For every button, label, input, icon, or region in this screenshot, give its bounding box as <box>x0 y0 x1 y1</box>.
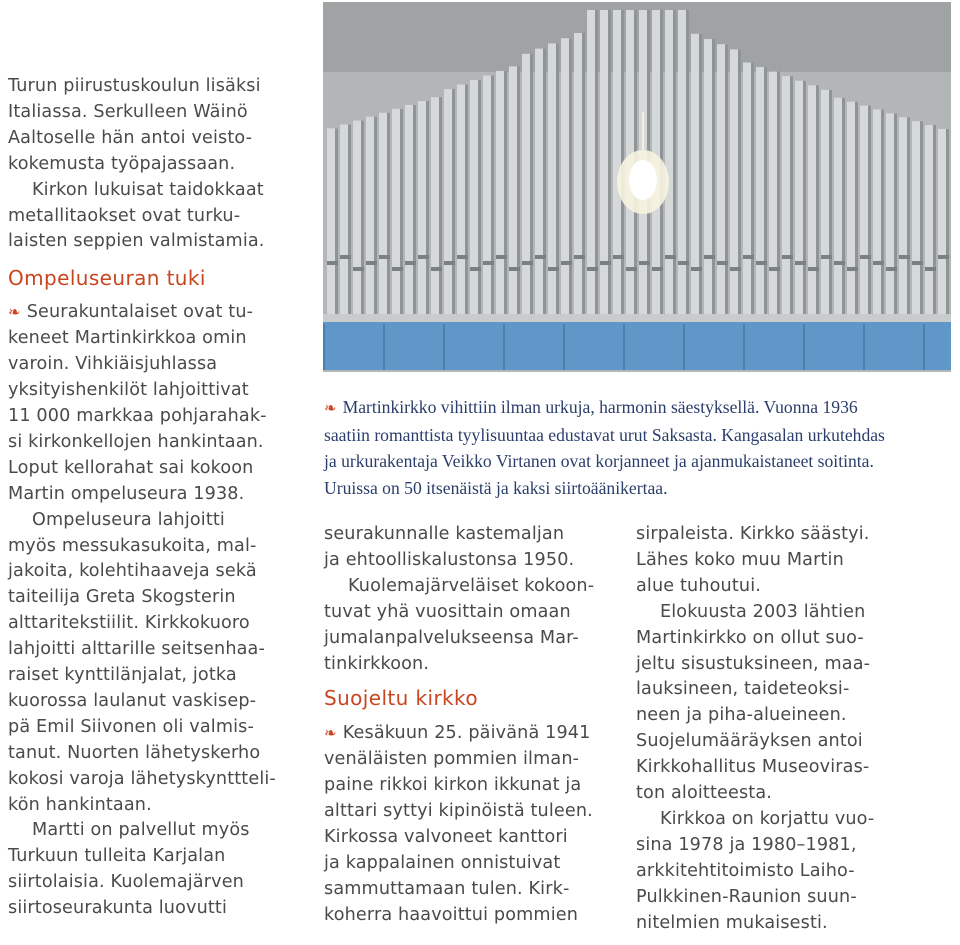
text-line: Martin ompeluseura 1938. <box>8 483 245 504</box>
organ-pipe-shade <box>556 43 559 314</box>
paragraph-2 <box>8 534 308 819</box>
organ-pipe-mouth <box>886 267 897 271</box>
caption-text: Martinkirkko vihittiin ilman urkuja, harmonin säestyksellä. Vuonna 1936 <box>342 397 858 417</box>
text-line: lauksineen, taideteoksi- <box>636 679 850 700</box>
organ-pipe-shade <box>361 121 364 314</box>
organ-pipe-shade <box>465 85 468 314</box>
text-line: tanut. Nuorten lähetyskerho <box>8 742 261 763</box>
intro-text-2 <box>8 204 308 256</box>
organ-pipe-shade <box>426 101 429 314</box>
column-1 <box>8 74 308 922</box>
organ-pipe-mouth <box>522 261 533 265</box>
text-line: ton aloitteesta. <box>636 783 773 804</box>
photo-caption <box>324 394 944 501</box>
col3-c-first: Kirkkoa on korjattu vuo- <box>660 808 875 829</box>
text-line: paine rikkoi kirkon ikkunat ja <box>324 775 582 796</box>
text-line: tinkirkkoon. <box>324 653 430 674</box>
organ-pipe-shade <box>335 128 338 314</box>
text-line: raiset kynttilänjalat, jotka <box>8 665 237 686</box>
organ-pipe-mouth <box>626 267 637 271</box>
text-line: kuorossa laulanut vaskisep- <box>8 690 257 711</box>
organ-pipe-shade <box>933 125 936 314</box>
column-2 <box>324 522 624 929</box>
organ-pipe-mouth <box>873 261 884 265</box>
organ-photo <box>323 2 951 372</box>
organ-pipe-shade <box>374 117 377 314</box>
column-3 <box>636 522 956 937</box>
text-line: sirpaleista. Kirkko säästyi. <box>636 524 870 544</box>
text-line: Suojelumääräyksen antoi <box>636 731 863 752</box>
organ-pipe-mouth <box>353 267 364 271</box>
text-line: saatiin romanttista tyylisuuntaa edustavat urut Saksasta. Kangasalan urkutehdas <box>324 424 885 445</box>
organ-pipe-mouth <box>730 267 741 271</box>
text-line: Pulkkinen-Raunion suun- <box>636 886 857 907</box>
para-2-first: Ompeluseura lahjoitti <box>32 509 225 530</box>
gallery-panel-divider <box>803 324 805 370</box>
organ-pipe-shade <box>751 63 754 314</box>
organ-pipe-shade <box>439 97 442 314</box>
text-line: sina 1978 ja 1980–1981, <box>636 834 857 855</box>
gallery-panel-divider <box>743 324 745 370</box>
intro-text <box>8 74 308 178</box>
organ-pipe-shade <box>673 10 676 314</box>
text-line: laisten seppien valmistamia. <box>8 231 265 252</box>
text-line: koherra haavoittui pommien <box>324 904 579 925</box>
organ-pipe-mouth <box>899 255 910 259</box>
caption-rest <box>324 422 944 502</box>
organ-pipe-shade <box>712 39 715 314</box>
organ-pipe-shade <box>504 71 507 314</box>
organ-pipe-mouth <box>925 267 936 271</box>
bullet-line <box>8 300 308 326</box>
paragraph-1 <box>8 326 308 507</box>
gallery-panel-divider <box>623 324 625 370</box>
text-line: Aaltoselle hän antoi veisto- <box>8 127 253 148</box>
text-line: keneet Martinkirkkoa omin <box>8 328 247 349</box>
organ-pipe-mouth <box>665 255 676 259</box>
text-line: sammuttamaan tulen. Kirk- <box>324 878 570 899</box>
organ-pipe-mouth <box>405 261 416 265</box>
organ-pipe-shade <box>608 10 611 314</box>
organ-pipe-shade <box>881 109 884 314</box>
organ-pipe-shade <box>803 81 806 314</box>
text-line: si kirkonkellojen hankintaan. <box>8 431 264 452</box>
fleuron-icon: ❧ <box>8 303 21 322</box>
organ-pipe-mouth <box>912 261 923 265</box>
text-line: jumalanpalvelukseensa Mar- <box>324 627 579 648</box>
organ-pipe-mouth <box>379 255 390 259</box>
organ-pipe-mouth <box>847 267 858 271</box>
organ-pipe-mouth <box>613 255 624 259</box>
text-line: lahjoitti alttarille seitsenhaa- <box>8 639 265 660</box>
organ-pipe-mouth <box>743 255 754 259</box>
gallery-panel-divider <box>563 324 565 370</box>
text-line: metallitaokset ovat turku- <box>8 205 241 226</box>
organ-pipe-mouth <box>834 261 845 265</box>
text-line: varoin. Vihkiäisjuhlassa <box>8 354 218 375</box>
organ-pipe-shade <box>738 49 741 314</box>
organ-pipe-shade <box>413 105 416 314</box>
intro-indent-line: Kirkon lukuisat taidokkaat <box>32 179 264 200</box>
text-line: Loput kellorahat sai kokoon <box>8 457 254 478</box>
organ-pipe-shade <box>764 67 767 314</box>
organ-pipe-mouth <box>535 255 546 259</box>
text-line: myös messukasukoita, mal- <box>8 535 257 556</box>
organ-pipe-shade <box>569 38 572 314</box>
gallery-rail <box>323 322 951 370</box>
organ-pipe-mouth <box>561 261 572 265</box>
text-line: siirtoseurakunta luovutti <box>8 898 228 919</box>
col2-rest <box>324 600 624 678</box>
text-line: seurakunnalle kastemaljan <box>324 524 565 544</box>
organ-pipe-shade <box>855 102 858 314</box>
organ-pipe-mouth <box>457 255 468 259</box>
text-line: ja urkurakentaja Veikko Virtanen ovat korjanneet ja ajanmukaistaneet soitinta. <box>324 451 874 471</box>
organ-pipe-shade <box>777 72 780 314</box>
organ-pipe-shade <box>946 129 949 314</box>
organ-pipe-mouth <box>691 267 702 271</box>
text-line: siirtolaisia. Kuolemajärven <box>8 872 244 893</box>
organ-pipe-shade <box>387 113 390 314</box>
organ-pipe-shade <box>907 117 910 314</box>
organ-pipe-mouth <box>392 267 403 271</box>
organ-pipe-mouth <box>431 267 442 271</box>
fleuron-icon: ❧ <box>324 724 337 743</box>
organ-pipe-mouth <box>769 267 780 271</box>
col2-paragraph <box>324 747 624 928</box>
organ-pipe-mouth <box>444 261 455 265</box>
organ-pipe-mouth <box>548 267 559 271</box>
bullet-line <box>324 721 624 747</box>
organ-pipe-mouth <box>795 261 806 265</box>
gallery-panel-divider <box>383 324 385 370</box>
text-line: Lähes koko muu Martin <box>636 549 844 570</box>
heading-suojeltu-kirkko: Suojeltu kirkko <box>324 686 478 711</box>
organ-pipe-mouth <box>600 261 611 265</box>
organ-pipe-shade <box>894 113 897 314</box>
col2-top <box>324 522 624 574</box>
organ-pipe-mouth <box>821 255 832 259</box>
col3-c <box>636 833 956 937</box>
organ-pipe-shade <box>491 75 494 314</box>
text-line: alttari syttyi kipinöistä tuleen. <box>324 801 593 822</box>
organ-pipe-shade <box>725 44 728 314</box>
organ-pipe-shade <box>348 124 351 314</box>
text-line: jakoita, kolehtihaaveja sekä <box>8 561 257 582</box>
organ-pipe-mouth <box>717 261 728 265</box>
organ-pipe-shade <box>543 49 546 314</box>
organ-pipe-mouth <box>639 261 650 265</box>
text-line: kokosi varoja lähetyskynttteli- <box>8 768 276 789</box>
text-line: ja ehtoolliskalustonsa 1950. <box>324 549 575 570</box>
col3-a <box>636 522 956 600</box>
text-line: venäläisten pommien ilman- <box>324 749 580 770</box>
gallery-panel-divider <box>683 324 685 370</box>
text-line: alue tuhoutui. <box>636 575 761 596</box>
organ-pipe-mouth <box>483 261 494 265</box>
text-line: alttaritekstiilit. Kirkkokuoro <box>8 613 250 634</box>
text-line: Martinkirkko on ollut suo- <box>636 627 864 648</box>
gallery-panel-divider <box>323 324 325 370</box>
col2-indent: Kuolemajärveläiset kokoon- <box>348 575 595 596</box>
text-line: yksityishenkilöt lahjoittivat <box>8 380 249 401</box>
organ-pipe-shade <box>842 98 845 314</box>
organ-pipe-mouth <box>366 261 377 265</box>
text-line: 11 000 markkaa pohjarahak- <box>8 405 267 426</box>
organ-pipe-mouth <box>860 255 871 259</box>
organ-pipe-shade <box>582 33 585 314</box>
para-3-first: Martti on palvellut myös <box>32 820 250 841</box>
organ-pipe-mouth <box>808 267 819 271</box>
text-line: Turun piirustuskoulun lisäksi <box>8 76 261 96</box>
text-line: tuvat yhä vuosittain omaan <box>324 601 571 622</box>
organ-pipe-mouth <box>418 255 429 259</box>
fleuron-icon: ❧ <box>324 399 337 417</box>
organ-pipe-shade <box>530 54 533 314</box>
gallery-top <box>323 314 951 322</box>
gallery-panel-divider <box>923 324 925 370</box>
organ-pipe-shade <box>699 34 702 314</box>
text-line: Italiassa. Serkulleen Wäinö <box>8 101 248 122</box>
text-line: Turkuun tulleita Karjalan <box>8 846 226 867</box>
text-line: nitelmien mukaisesti. <box>636 912 828 933</box>
col3-b <box>636 626 956 807</box>
organ-pipe-shade <box>478 80 481 314</box>
gallery-panel-divider <box>863 324 865 370</box>
bullet-text: Seurakuntalaiset ovat tu- <box>26 302 254 323</box>
text-line: jeltu sisustuksineen, maa- <box>636 653 871 674</box>
text-line: Kirkkohallitus Museoviras- <box>636 757 870 778</box>
organ-pipe-mouth <box>587 267 598 271</box>
caption-first-line <box>324 394 944 422</box>
organ-pipe-mouth <box>509 267 520 271</box>
organ-pipe-shade <box>816 85 819 314</box>
organ-pipe-mouth <box>327 261 338 265</box>
organ-pipe-mouth <box>574 255 585 259</box>
organ-pipe-shade <box>920 121 923 314</box>
organ-pipe-mouth <box>470 267 481 271</box>
organ-pipe-mouth <box>652 267 663 271</box>
text-line: Uruissa on 50 itsenäistä ja kaksi siirtoäänikertaa. <box>324 477 668 498</box>
text-line: ja kappalainen onnistuivat <box>324 852 561 873</box>
text-line: kokemusta työpajassaan. <box>8 153 236 174</box>
text-line: pä Emil Siivonen oli valmis- <box>8 716 254 737</box>
organ-pipe-mouth <box>938 255 949 259</box>
organ-pipe-shade <box>517 66 520 314</box>
heading-ompeluseuran-tuki: Ompeluseuran tuki <box>8 266 206 291</box>
bullet-text: Kesäkuun 25. päivänä 1941 <box>342 723 591 744</box>
gallery-panel-divider <box>443 324 445 370</box>
organ-pipe-mouth <box>704 255 715 259</box>
text-line: Kirkossa valvoneet kanttori <box>324 827 568 848</box>
organ-pipe-mouth <box>340 255 351 259</box>
organ-pipe-shade <box>868 106 871 314</box>
organ-pipe-shade <box>829 90 832 314</box>
organ-pipe-mouth <box>496 255 507 259</box>
paragraph-3 <box>8 844 308 922</box>
text-line: kön hankintaan. <box>8 794 152 815</box>
organ-pipe-mouth <box>756 261 767 265</box>
organ-pipe-mouth <box>678 261 689 265</box>
text-line: taiteilija Greta Skogsterin <box>8 587 236 608</box>
text-line: arkkitehtitoimisto Laiho- <box>636 860 855 881</box>
organ-pipe-mouth <box>782 255 793 259</box>
organ-pipe-shade <box>686 10 689 314</box>
col3-b-first: Elokuusta 2003 lähtien <box>660 601 866 622</box>
organ-pipe-shade <box>400 109 403 314</box>
text-line: neen ja piha-alueineen. <box>636 705 847 726</box>
organ-pipe-shade <box>790 76 793 314</box>
gallery-panel-divider <box>503 324 505 370</box>
organ-pipe-shade <box>452 89 455 314</box>
